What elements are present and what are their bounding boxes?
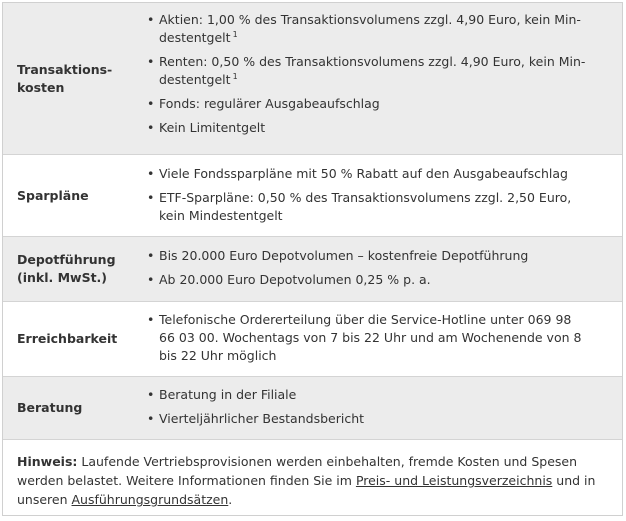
item-text: kein Mindestentgelt [159,208,283,223]
list-item [145,11,612,47]
label-line: Erreichbarkeit [17,331,118,346]
label-line: Transaktions- [17,61,113,77]
row-label [3,3,145,154]
note-text: . [228,492,233,507]
item-text: Renten: 0,50 % des Transaktionsvolumens zzgl. 4,90 Euro, kein Min- [159,54,586,69]
row-items [145,377,622,439]
footnote-marker: 1 [232,29,238,39]
item-text: Ab 20.000 Euro Depotvolumen 0,25 % p. a. [159,272,431,287]
row-label [3,302,145,376]
row-label [3,377,145,439]
item-text: ETF-Sparpläne: 0,50 % des Transaktionsvolumens zzgl. 2,50 Euro, [159,190,572,205]
item-text: Viele Fondssparpläne mit 50 % Rabatt auf den Ausgabeaufschlag [159,166,568,181]
list-item [145,53,612,89]
bullet-icon: • [147,411,155,426]
list-item [145,410,612,428]
row-depotfuehrung [3,237,622,302]
row-items [145,237,622,301]
note-text: unseren [17,492,72,507]
bullet-icon: • [147,54,155,69]
note-text: werden belastet. Weitere Informationen finden Sie im [17,473,356,488]
row-sparplaene [3,155,622,237]
list-item [145,247,612,265]
row-label [3,237,145,301]
label-line: Depotführung [17,252,116,267]
item-text: Kein Limitentgelt [159,120,266,135]
list-item [145,189,612,225]
preis-leistungsverzeichnis-link[interactable]: Preis- und Leistungsverzeichnis [355,473,553,488]
row-items [145,155,622,236]
bullet-icon: • [147,166,155,181]
row-transaktionskosten [3,3,622,155]
item-text: destentgelt [159,72,231,87]
row-erreichbarkeit [3,302,622,377]
note-text: und in [552,473,596,488]
bullet-icon: • [147,312,155,327]
row-beratung [3,377,622,440]
bullet-icon: • [147,190,155,205]
label-line: (inkl. MwSt.) [17,270,108,285]
bullet-icon: • [147,120,155,135]
bullet-icon: • [147,272,155,287]
item-text: Beratung in der Filiale [159,387,297,402]
item-text: Fonds: regulärer Ausgabeaufschlag [159,96,380,111]
row-items [145,3,622,154]
row-items [145,302,622,376]
conditions-table [2,2,623,516]
row-label [3,155,145,236]
list-item [145,311,612,365]
item-text: Telefonische Ordererteilung über die Service-Hotline unter 069 98 [159,312,572,327]
bullet-icon: • [147,12,155,27]
note-heading: Hinweis: [17,454,78,469]
note-text: Laufende Vertriebsprovisionen werden einbehalten, fremde Kosten und Spesen [77,454,578,469]
item-text: Vierteljährlicher Bestandsbericht [159,411,365,426]
footnote-marker: 1 [232,71,238,81]
label-line: Beratung [17,400,83,415]
item-text: destentgelt [159,30,231,45]
list-item [145,95,612,113]
ausfuehrungsgrundsaetze-link[interactable]: Ausführungsgrundsätzen [71,492,229,507]
note-block [3,440,622,509]
label-line: Sparpläne [17,187,89,203]
item-text: bis 22 Uhr möglich [159,348,277,363]
list-item [145,271,612,289]
list-item [145,119,612,137]
list-item [145,165,612,183]
item-text: 66 03 00. Wochentags von 7 bis 22 Uhr und am Wochenende von 8 [159,330,582,345]
label-line: kosten [17,79,65,95]
item-text: Aktien: 1,00 % des Transaktionsvolumens zzgl. 4,90 Euro, kein Min- [159,12,581,27]
list-item [145,386,612,404]
bullet-icon: • [147,96,155,111]
bullet-icon: • [147,387,155,402]
item-text: Bis 20.000 Euro Depotvolumen – kostenfreie Depotführung [159,248,529,263]
bullet-icon: • [147,248,155,263]
